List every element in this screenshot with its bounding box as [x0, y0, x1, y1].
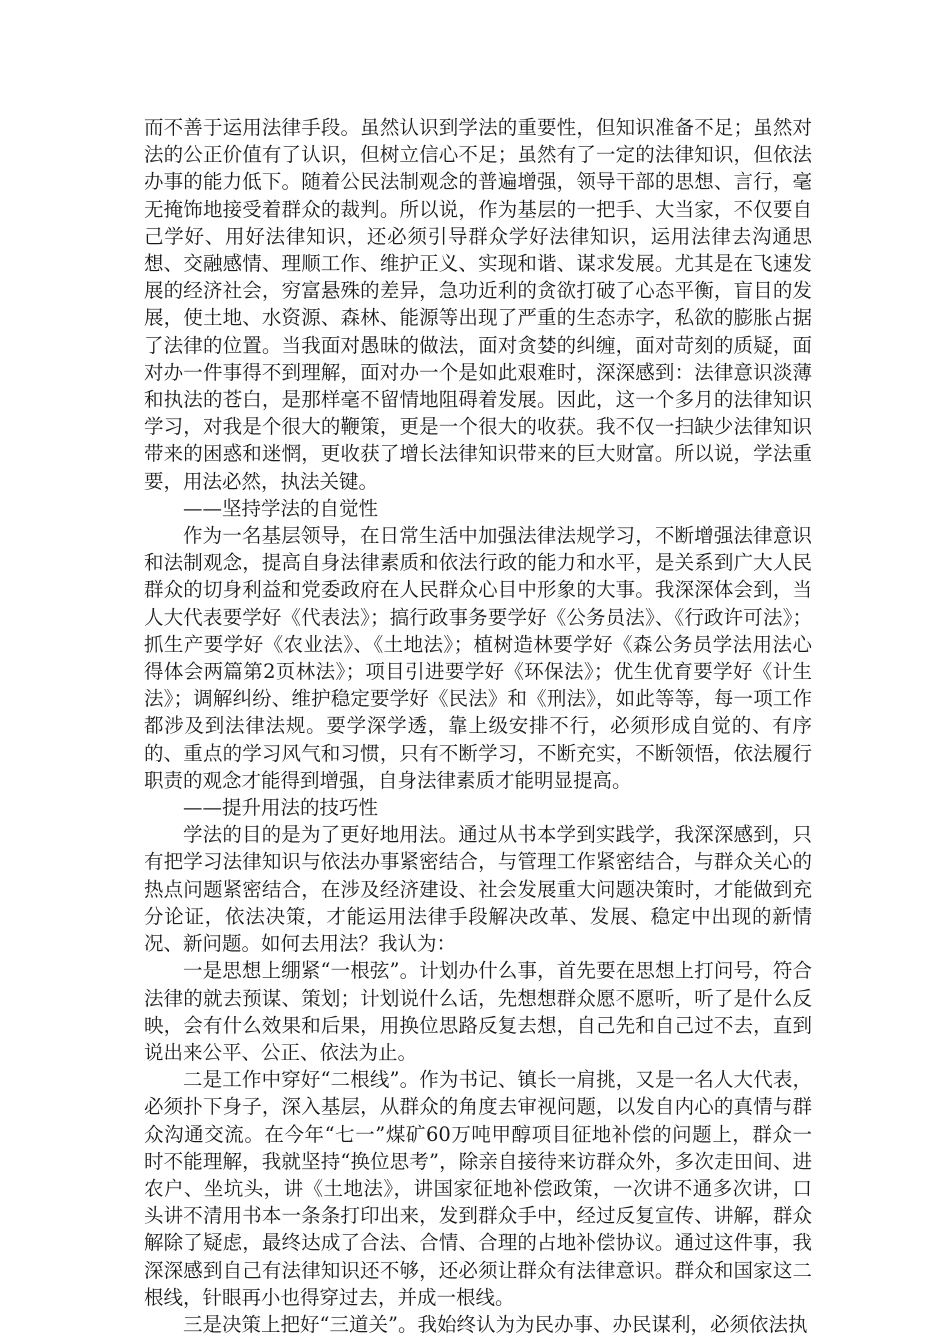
paragraph-intro: 而不善于运用法律手段。虽然认识到学法的重要性，但知识准备不足；虽然对法的公正价值有了认识，但树立信心不足；虽然有了一定的法律知识，但依法办事的能力低下。随着公民法制观念的普遍增强，领导干部的思想、言行，毫无掩饰地接受着群众的裁判。所以说，作为基层的一把手、大当家，不仅要自己学好、用好法律知识，还必须引导群众学好法律知识，运用法律去沟通思想、交融感情、理顺工作、维护正义、实现和谐、谋求发展。尤其是在飞速发展的经济社会，穷富悬殊的差异，急功近利的贪欲打破了心态平衡，盲目的发展，使土地、水资源、森林、能源等出现了严重的生态赤字，私欲的膨胀占据了法律的位置。当我面对愚昧的做法，面对贪婪的纠缠，面对苛刻的质疑，面对办一件事得不到理解，面对办一个是如此艰难时，深深感到：法律意识淡薄和执法的苍白，是那样毫不留情地阻碍着发展。因此，这一个多月的法律知识学习，对我是个很大的鞭策，更是一个很大的收获。我不仅一扫缺少法律知识带来的困惑和迷惘，更收获了增长法律知识带来的巨大财富。所以说，学法重要，用法必然，执法关键。	[144, 116, 812, 493]
section-heading-self-awareness: ——坚持学法的自觉性	[183, 496, 379, 520]
paragraph-self-awareness: 作为一名基层领导，在日常生活中加强法律法规学习，不断增强法律意识和法制观念，提高自身法律素质和依法行政的能力和水平，是关系到广大人民群众的切身利益和党委政府在人民群众心目中形象的大事。我深深体会到，当人大代表要学好《代表法》；搞行政事务要学好《公务员法》、《行政许可法》；抓生产要学好《农业法》、《土地法》；植树造林要学好《森公务员学法用法心得体会两篇第2页林法》；项目引进要学好《环保法》；优生优育要学好《计生法》；调解纠纷、维护稳定要学好《民法》和《刑法》，如此等等，每一项工作都涉及到法律法规。要学深学透，靠上级安排不行，必须形成自觉的、有序的、重点的学习风气和习惯，只有不断学习，不断充实，不断领悟，依法履行职责的观念才能得到增强，自身法律素质才能明显提高。	[144, 524, 812, 792]
paragraph-skill: 学法的目的是为了更好地用法。通过从书本学到实践学，我深深感到，只有把学习法律知识与依法办事紧密结合，与管理工作紧密结合，与群众关心的热点问题紧密结合，在涉及经济建设、社会发展重大问题决策时，才能做到充分论证，依法决策，才能运用法律手段解决改革、发展、稳定中出现的新情况、新问题。如何去用法？我认为：	[144, 823, 812, 956]
paragraph-point-two: 二是工作中穿好“二根线”。作为书记、镇长一肩挑，又是一名人大代表，必须扑下身子，深入基层，从群众的角度去审视问题，以发自内心的真情与群众沟通交流。在今年“七一”煤矿60万吨甲醇项目征地补偿的问题上，群众一时不能理解，我就坚持“换位思考”，除亲自接待来访群众外，多次走田间、进农户、坐坑头，讲《土地法》，讲国家征地补偿政策，一次讲不通多次讲，口头讲不清用书本一条条打印出来，发到群众手中，经过反复宣传、讲解，群众解除了疑虑，最终达成了合法、合情、合理的占地补偿协议。通过这件事，我深深感到自己有法律知识还不够，还必须让群众有法律意识。群众和国家这二根线，针眼再小也得穿过去，并成一根线。	[144, 1068, 812, 1309]
document-page	[144, 114, 812, 1338]
section-heading-skill: ——提升用法的技巧性	[183, 796, 379, 820]
paragraph-point-one: 一是思想上绷紧“一根弦”。计划办什么事，首先要在思想上打问号，符合法律的就去预谋、策划；计划说什么话，先想想群众愿不愿听，听了是什么反映，会有什么效果和后果，用换位思路反复去想，自己先和自己过不去，直到说出来公平、公正、依法为止。	[144, 959, 812, 1064]
paragraph-point-three: 三是决策上把好“三道关”。我始终认为为民办事、办民谋利，必须依法执	[183, 1312, 808, 1336]
